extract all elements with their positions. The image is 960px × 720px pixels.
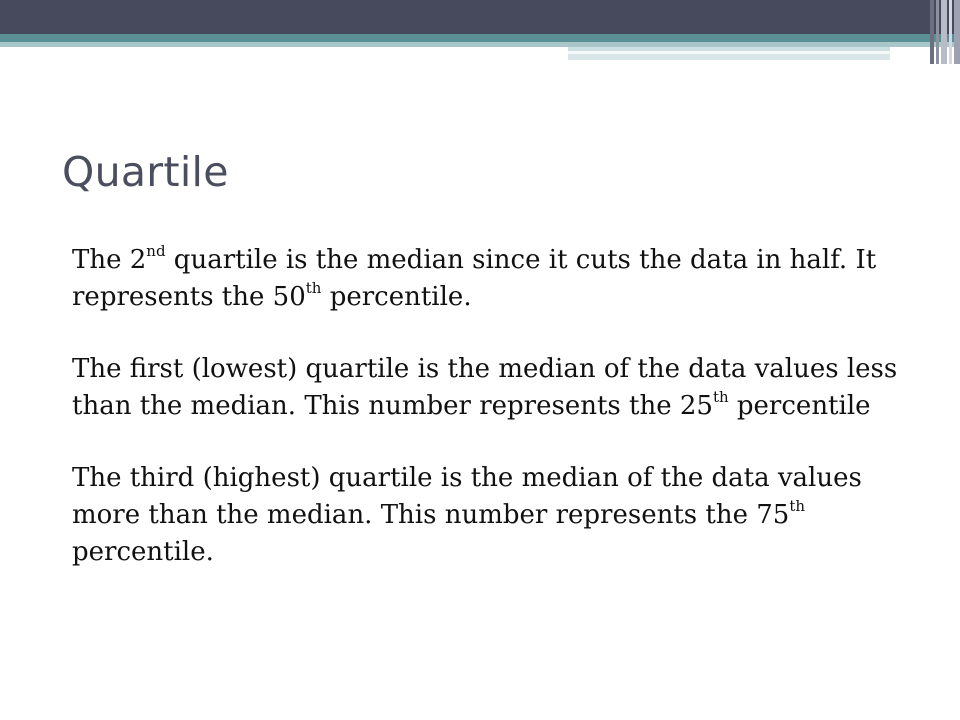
body-paragraph	[72, 242, 912, 316]
paragraph-text: The 2	[72, 245, 147, 275]
paragraph-text: percentile.	[321, 282, 472, 312]
header-light-band	[568, 54, 890, 60]
paragraph-text: The third (highest) quartile is the median of the data values more than the median. This number represents the 75	[72, 463, 862, 530]
paragraph-text: quartile is the median since it cuts the data in half. It represents the 50	[72, 245, 877, 312]
ordinal-superscript: th	[305, 279, 322, 297]
ordinal-superscript: th	[789, 497, 806, 515]
paragraph-text: percentile	[728, 391, 871, 421]
header-stripes	[930, 0, 960, 64]
slide-body	[72, 242, 912, 606]
slide-title: Quartile	[62, 148, 229, 196]
ordinal-superscript: nd	[146, 242, 166, 260]
body-paragraph	[72, 460, 912, 571]
paragraph-text: percentile.	[72, 537, 214, 567]
paragraph-text: The first (lowest) quartile is the median of the data values less than the median. This number represents the 25	[72, 354, 898, 421]
header-banner	[0, 0, 960, 34]
body-paragraph	[72, 351, 912, 425]
header-accent-band	[0, 34, 960, 42]
ordinal-superscript: th	[712, 388, 729, 406]
